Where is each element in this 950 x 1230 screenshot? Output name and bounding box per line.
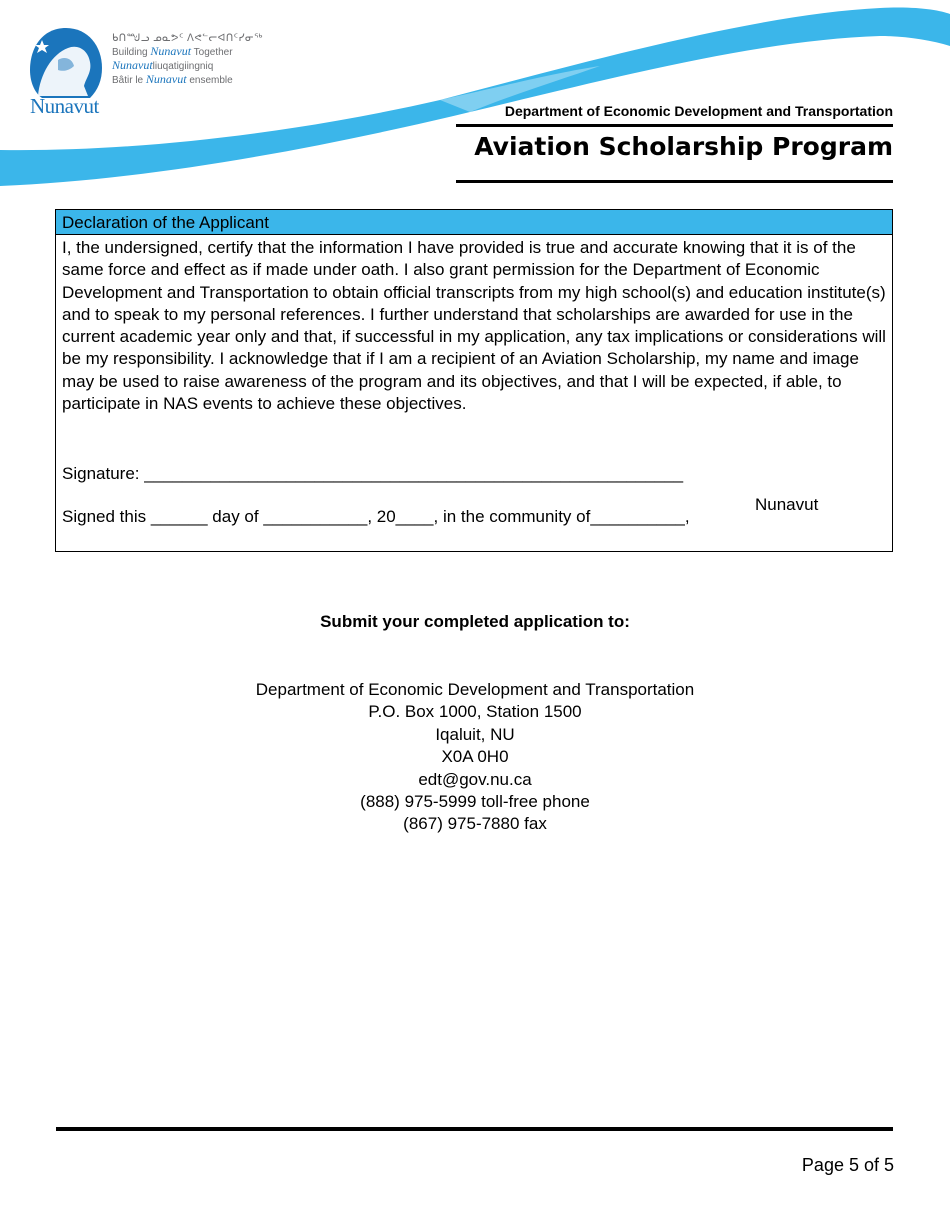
- fax-line: (867) 975-7880 fax: [403, 814, 547, 834]
- header-rule-top: [456, 124, 893, 127]
- logo-french: Bâtir le Nunavut ensemble: [112, 72, 233, 86]
- territory-label: Nunavut: [755, 495, 819, 514]
- phone-line: (888) 975-5999 toll-free phone: [360, 792, 590, 812]
- declaration-heading: Declaration of the Applicant: [56, 210, 892, 235]
- logo-wordmark: Nunavut: [30, 94, 99, 118]
- department-header: Department of Economic Development and Transportation: [504, 103, 893, 119]
- logo-syllabics: ᑲᑎᙳᓗ ᓄᓇᕗᑦ ᐱᕙᓪᓕᐊᑎᑦᓯᓂᖅ: [112, 33, 263, 44]
- address-line: Iqaluit, NU: [435, 724, 515, 744]
- logo-inuinnaqtun: Nunavutliuqatigiingniq: [112, 58, 214, 72]
- submit-heading: Submit your completed application to:: [320, 612, 630, 631]
- logo-english: Building Nunavut Together: [112, 44, 233, 58]
- logo-tagline: [112, 32, 263, 87]
- page-number: Page 5 of 5: [801, 1155, 894, 1175]
- signed-date-field[interactable]: Signed this ______ day of ___________, 20____, in the community of__________,: [62, 507, 690, 526]
- signature-field[interactable]: Signature: _________________________________________________________: [62, 464, 684, 483]
- declaration-text: I, the undersigned, certify that the information I have provided is true and accurate knowing that it is of the same force and effect as if made under oath. I also grant permission for the Department of Economic Development and Transportation to obtain official transcripts from my high school(s) and education institute(s) and to speak to my personal references. I further understand that scholarships are awarded for use in the current academic year only and that, if successful in my application, any tax implications or considerations will be my responsibility. I acknowledge that if I am a recipient of an Aviation Scholarship, my name and image may be used to raise awareness of the program and its objectives, and that I will be expected, if able, to participate in NAS events to achieve these objectives.: [62, 238, 886, 414]
- email-link[interactable]: edt@gov.nu.ca: [418, 769, 532, 789]
- address-line: P.O. Box 1000, Station 1500: [368, 702, 582, 722]
- header-swoosh: [0, 0, 950, 200]
- header-rule-bottom: [456, 180, 893, 183]
- page-title: Aviation Scholarship Program: [474, 132, 893, 161]
- address-line: X0A 0H0: [441, 747, 509, 767]
- address-line: Department of Economic Development and Transportation: [255, 680, 695, 699]
- footer-rule: [56, 1127, 893, 1131]
- declaration-section: [55, 209, 893, 552]
- mailing-address: [0, 679, 950, 836]
